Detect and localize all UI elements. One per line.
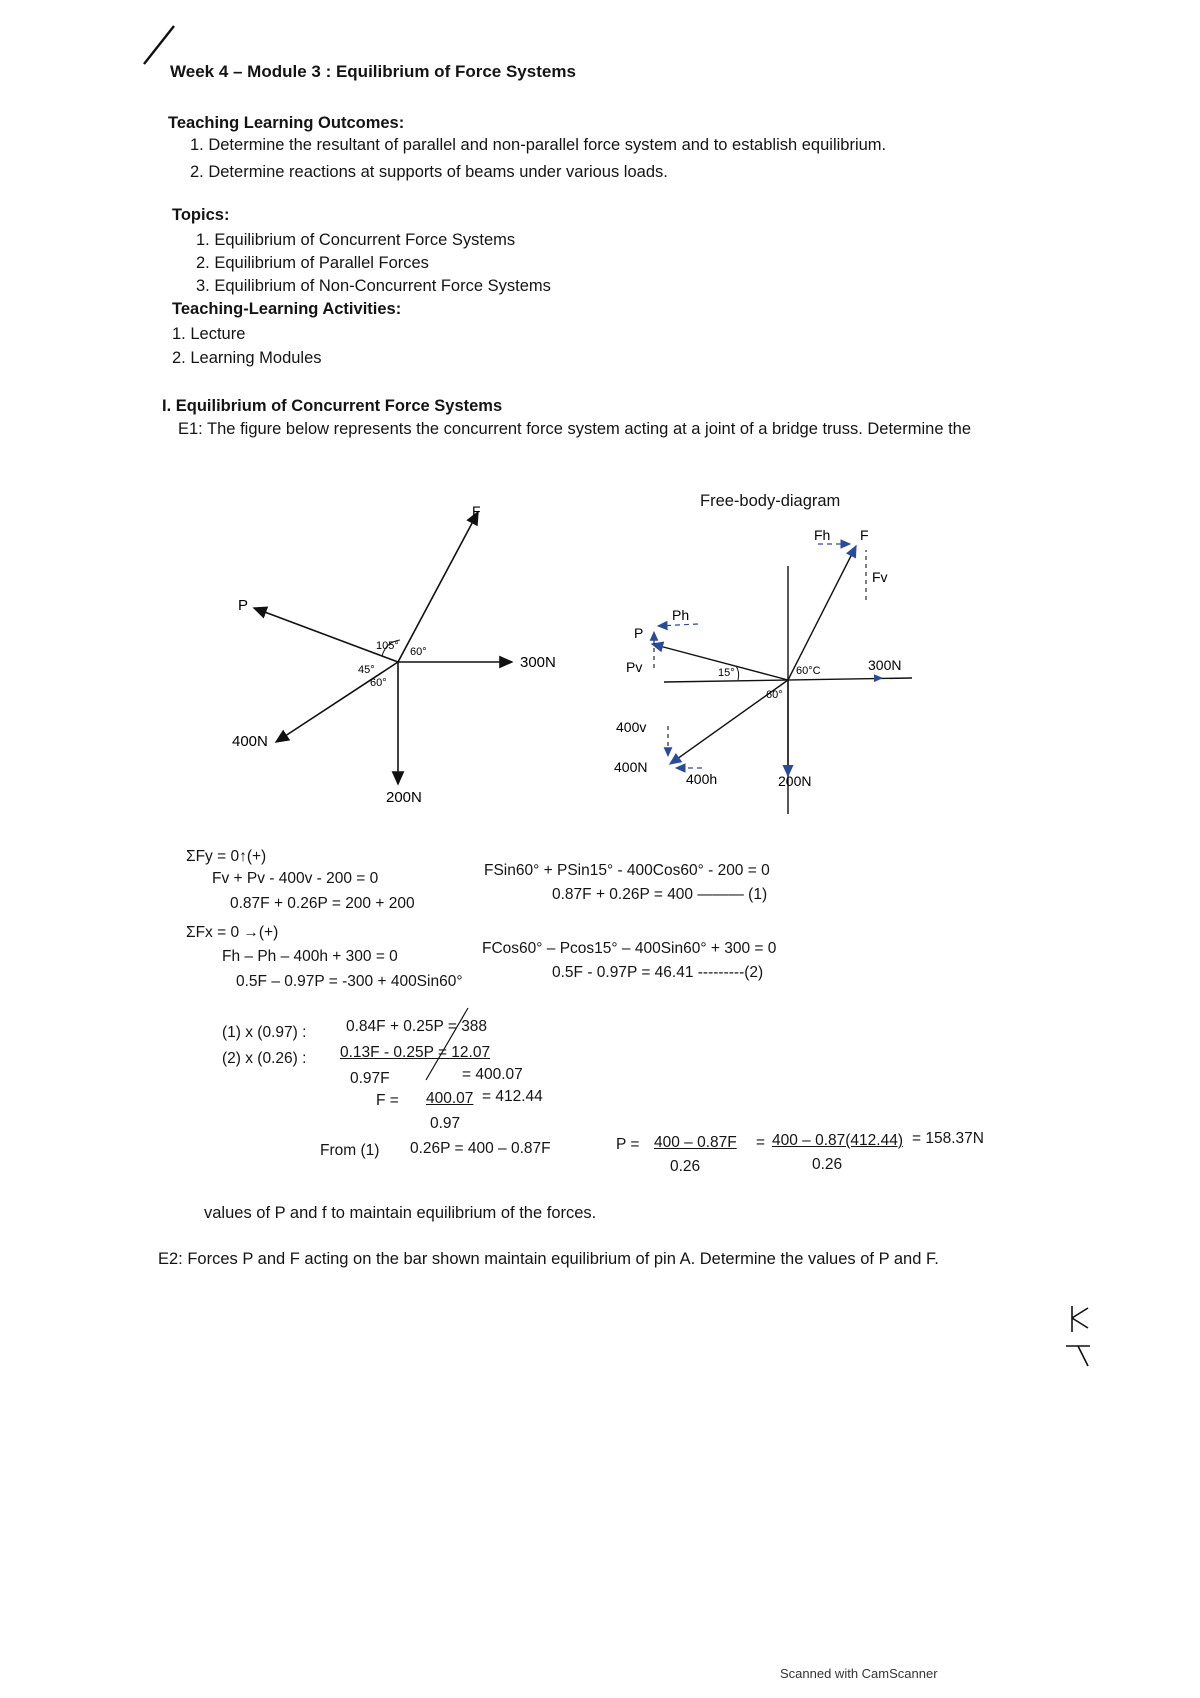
label-400h: 400h [686,771,718,787]
label-angle-45: 45° [358,664,375,676]
activity-item: 2. Learning Modules [172,349,322,367]
force-p-arrow [254,608,398,662]
topic-item: 2. Equilibrium of Parallel Forces [196,254,429,272]
sum-fx-heading: ΣFx = 0 →(+) [186,924,279,941]
fy-equation-one: 0.87F + 0.26P = 400 ——— (1) [552,886,768,903]
f-solution-result: = 412.44 [482,1088,543,1105]
fy-trig-equation: FSin60° + PSin15° - 400Cos60° - 200 = 0 [484,862,770,879]
label-p: P [634,625,644,641]
activities-heading: Teaching-Learning Activities: [172,300,402,318]
from-eq1-equation: 0.26P = 400 – 0.87F [410,1140,551,1157]
label-400n: 400N [232,733,268,750]
force-f-line [788,546,856,680]
label-200n: 200N [386,789,422,806]
fy-equation-1: Fv + Pv - 400v - 200 = 0 [212,870,379,887]
fx-equation-2: 0.5F – 0.97P = -300 + 400Sin60° [236,973,463,990]
outcome-item: 2. Determine reactions at supports of beams under various loads. [190,163,668,181]
label-angle-15: 15° [718,667,735,679]
label-fh: Fh [814,527,831,543]
sum-fy-heading: ΣFy = 0↑(+) [186,848,267,865]
sum-lhs: 0.97F [350,1070,390,1087]
label-f: F [860,527,869,543]
label-ph: Ph [672,607,690,623]
topic-item: 3. Equilibrium of Non-Concurrent Force Systems [196,277,551,295]
fy-equation-2: 0.87F + 0.26P = 200 + 200 [230,895,415,912]
topics-heading: Topics: [172,206,230,224]
label-pv: Pv [626,659,643,675]
label-300n: 300N [520,654,556,671]
fx-trig-equation: FCos60° – Pcos15° – 400Sin60° + 300 = 0 [482,940,777,957]
outcomes-heading: Teaching Learning Outcomes: [168,114,405,132]
p-solution-denominator-1: 0.26 [670,1158,701,1175]
label-200n: 200N [778,773,812,789]
elimination-label-1: (1) x (0.97) : [222,1024,307,1041]
f-solution-denominator: 0.97 [430,1115,461,1132]
elimination-label-2: (2) x (0.26) : [222,1050,307,1067]
f-solution-lhs: F = [376,1092,399,1109]
p-solution-numerator-2: 400 – 0.87(412.44) [772,1132,903,1149]
label-angle-105: 105° [376,640,399,652]
force-400n-arrow [276,662,398,742]
fx-equation-1: Fh – Ph – 400h + 300 = 0 [222,948,398,965]
concurrent-force-diagram [210,490,570,820]
e2-problem-text: E2: Forces P and F acting on the bar shown maintain equilibrium of pin A. Determine the values of P and F. [158,1250,939,1268]
force-f-arrow [398,512,478,662]
activity-item: 1. Lecture [172,325,246,343]
p-solution-result: = 158.37N [912,1130,984,1147]
label-angle-60-bottom: 60° [370,677,387,689]
label-angle-60: 60° [766,689,783,701]
ph-component [658,624,698,626]
label-300n: 300N [868,657,902,673]
scanner-watermark: Scanned with CamScanner [780,1666,938,1681]
elimination-equation-2: 0.13F - 0.25P = 12.07 [340,1044,491,1061]
margin-scribble [1060,1302,1096,1372]
angle-arc-15 [736,666,739,680]
fbd-title: Free-body-diagram [700,492,841,510]
p-solution-denominator-2: 0.26 [812,1156,843,1173]
outcome-item: 1. Determine the resultant of parallel and non-parallel force system and to establish equilibrium. [190,136,887,154]
e1-problem-text: E1: The figure below represents the concurrent force system acting at a joint of a bridge truss. Determine the [178,420,972,438]
page-title: Week 4 – Module 3 : Equilibrium of Force Systems [170,62,576,81]
label-400n: 400N [614,759,648,775]
label-fv: Fv [872,569,888,585]
p-solution-lhs: P = [616,1136,640,1153]
p-solution-equals: = [756,1134,766,1151]
sum-rhs: = 400.07 [462,1066,523,1083]
e1-problem-continuation: values of P and f to maintain equilibrium of the forces. [204,1204,597,1222]
free-body-diagram [600,520,940,820]
label-angle-60-top: 60° [410,646,427,658]
label-400v: 400v [616,719,647,735]
fx-equation-two: 0.5F - 0.97P = 46.41 ---------(2) [552,964,764,981]
elimination-equation-1: 0.84F + 0.25P = 388 [346,1018,488,1035]
label-f: F [472,503,481,519]
p-solution-numerator-1: 400 – 0.87F [654,1134,737,1151]
from-eq1-label: From (1) [320,1142,380,1159]
topic-item: 1. Equilibrium of Concurrent Force Systems [196,231,516,249]
f-solution-numerator: 400.07 [426,1090,474,1107]
section-heading: I. Equilibrium of Concurrent Force Systems [162,397,503,415]
label-angle-60c: 60°C [796,665,821,677]
label-p: P [238,597,249,614]
